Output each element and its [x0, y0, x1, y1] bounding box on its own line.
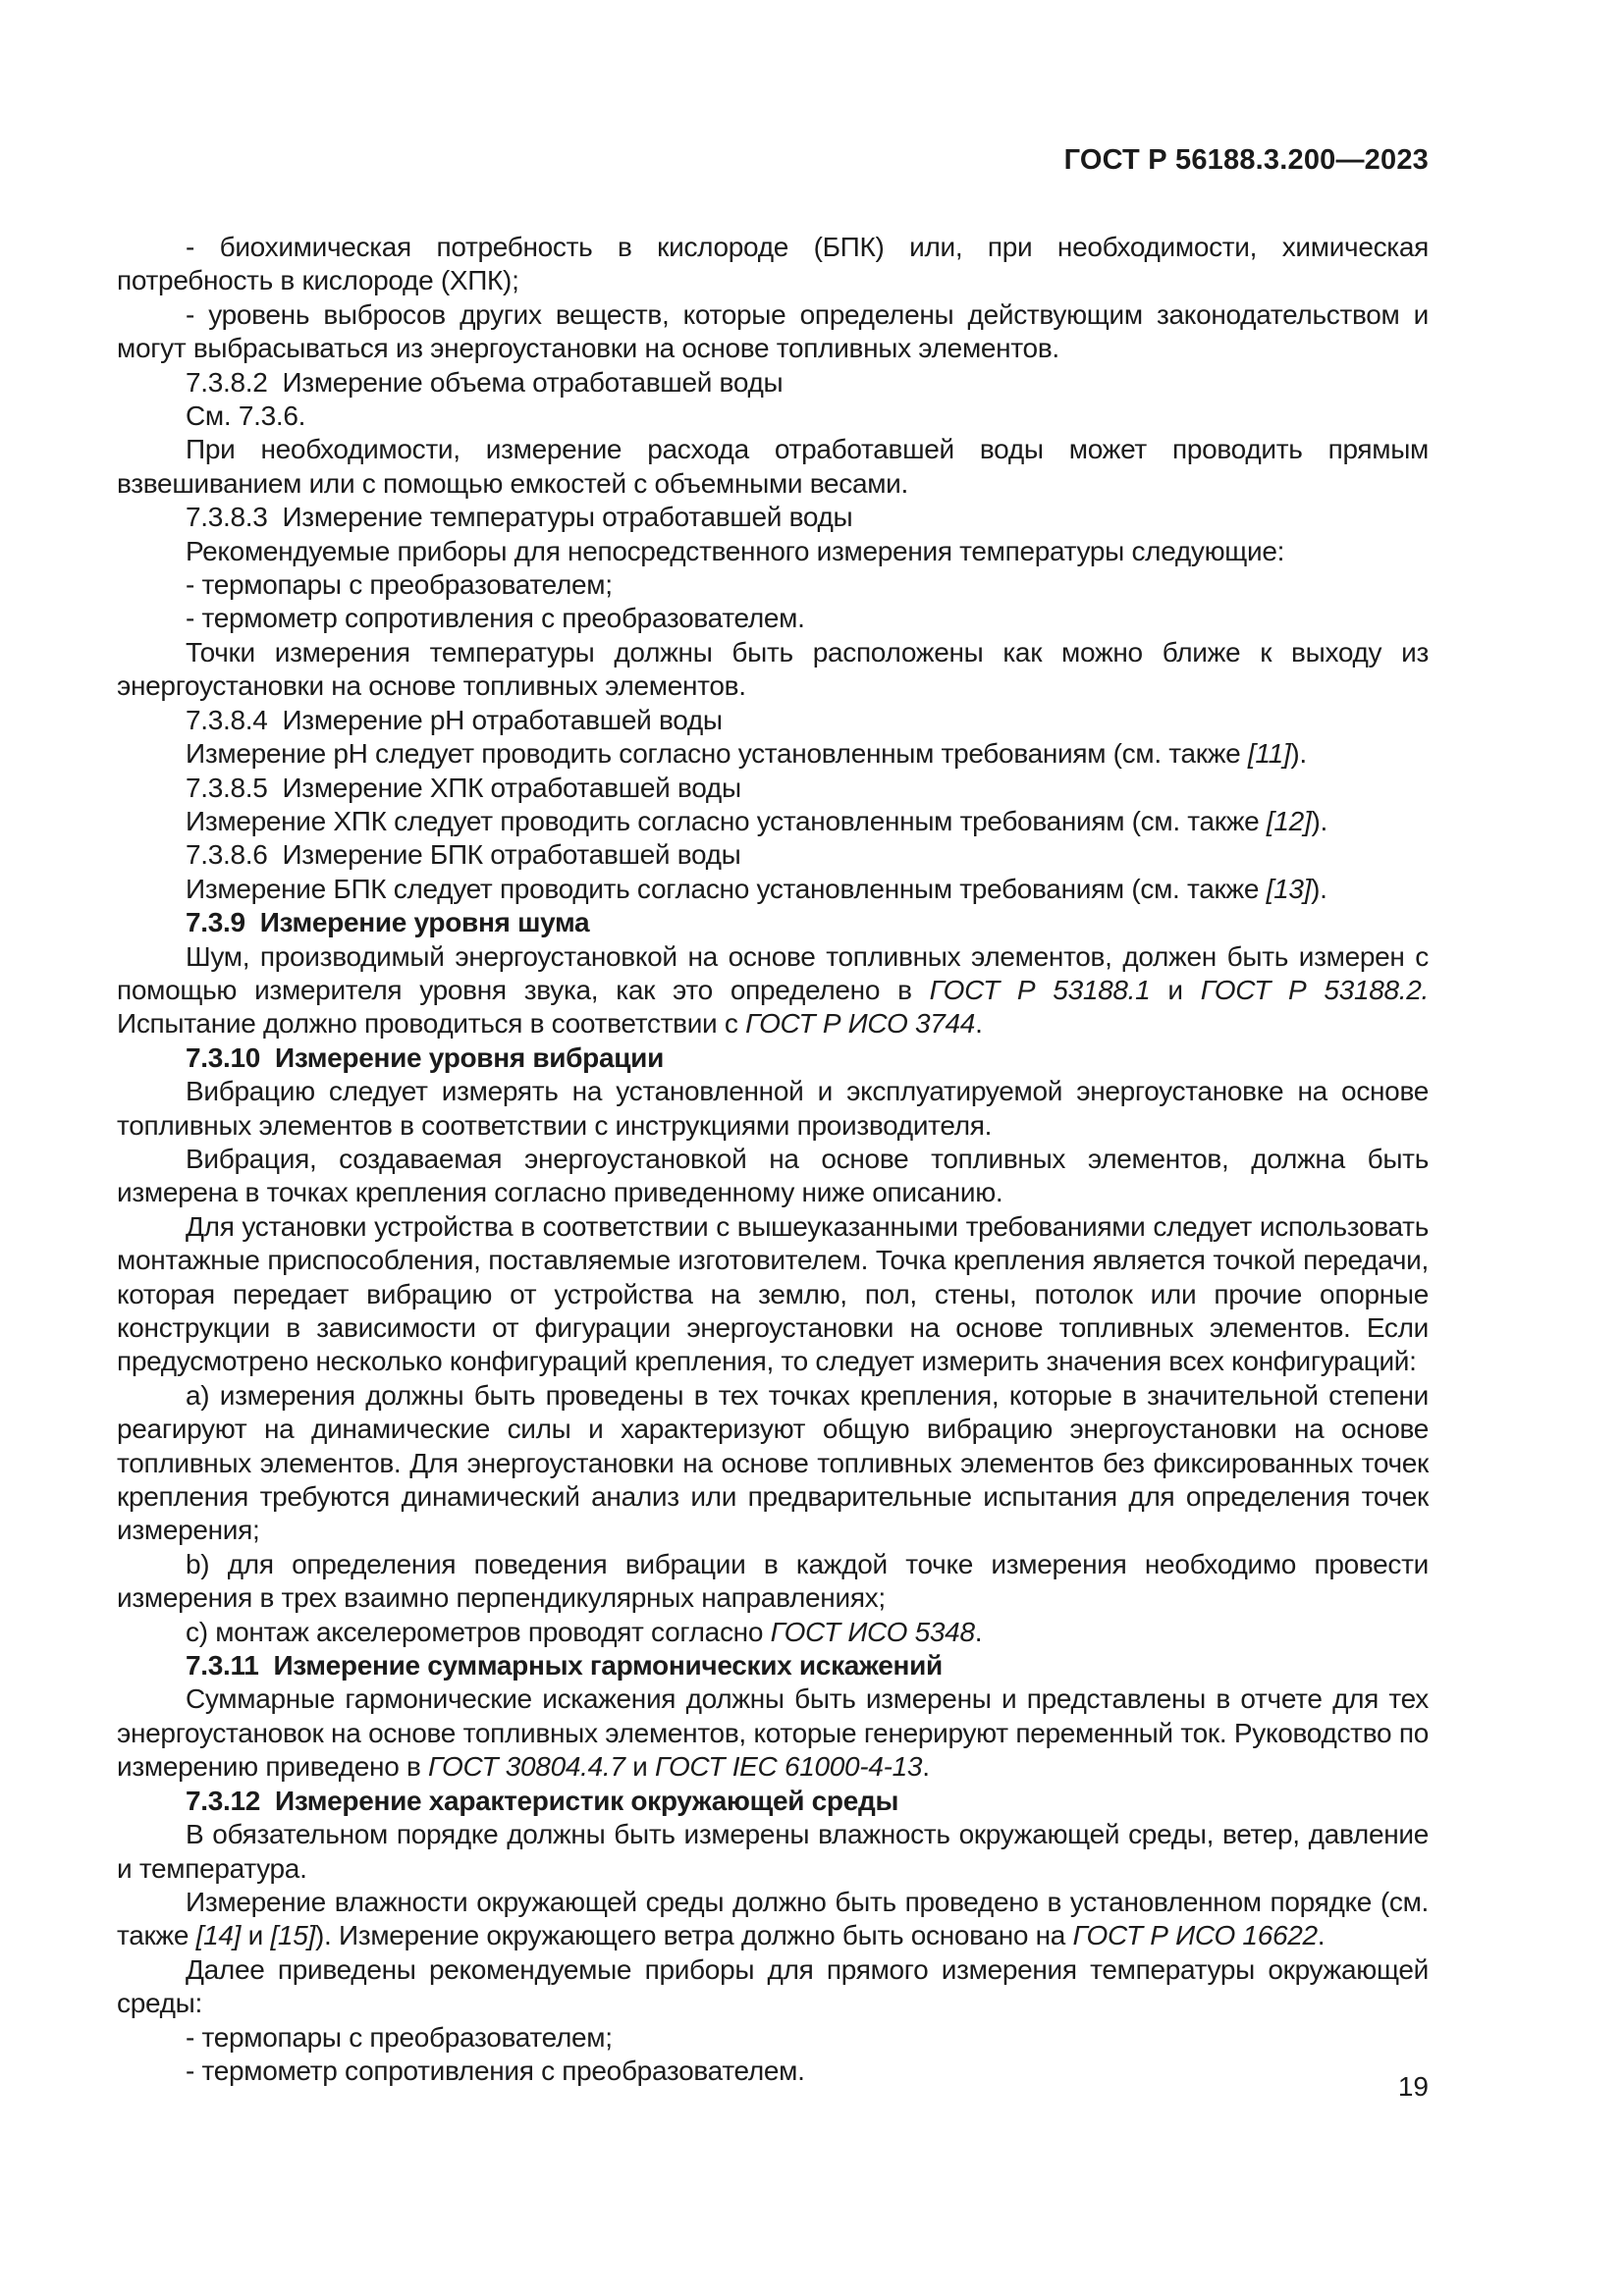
body-text: Суммарные гармонические искажения должны быть измерены и представлены в отчете для тех энергоустановок на основе топливных элементов, которые генерируют переменный ток. Руководство по измерению приведено в — [117, 1683, 1429, 1783]
reference-text: [14] — [195, 1920, 242, 1951]
body-text: - термометр сопротивления с преобразователем. — [186, 603, 805, 634]
reference-text: ГОСТ Р ИСО 16622 — [1072, 1920, 1318, 1951]
paragraph — [117, 231, 1429, 298]
reference-text: ГОСТ IEC 61000-4-13 — [654, 1751, 923, 1783]
reference-text: ГОСТ Р ИСО 3744 — [745, 1008, 976, 1040]
body-text: Измерение БПК следует проводить согласно установленным требованиям (см. также — [186, 873, 1267, 904]
body-text: Шум, производимый энергоустановкой на основе топливных элементов, должен быть измерен с помощью измерителя уровня звука, как это определено в — [117, 940, 1429, 1005]
body-text: Рекомендуемые приборы для непосредственного измерения температуры следующие: — [186, 535, 1285, 566]
body-text: . — [975, 1008, 983, 1040]
reference-text: ГОСТ ИСО 5348 — [770, 1616, 975, 1647]
reference-text: ГОСТ Р 53188.1 — [929, 974, 1151, 1005]
body-text: - термометр сопротивления с преобразователем. — [186, 2055, 805, 2086]
paragraph — [117, 1953, 1429, 2021]
paragraph — [117, 737, 1429, 771]
reference-text: ГОСТ Р 53188.2. — [1200, 974, 1429, 1005]
body-text: . — [1317, 1920, 1326, 1951]
body-text: 7.3.9 Измерение уровня шума — [186, 907, 590, 938]
paragraph — [117, 772, 1429, 805]
body-text: Далее приведены рекомендуемые приборы для прямого измерения температуры окружающей среды: — [117, 1953, 1429, 2019]
body-text: В обязательном порядке должны быть измерены влажность окружающей среды, ветер, давление и температура. — [117, 1819, 1429, 1884]
body-text: См. 7.3.6. — [186, 400, 306, 432]
body-text: Измерение ХПК следует проводить согласно установленным требованиям (см. также — [186, 805, 1267, 836]
paragraph — [117, 1379, 1429, 1548]
body-text: и — [241, 1920, 271, 1951]
body-text: ). — [1311, 873, 1327, 904]
body-text: 7.3.10 Измерение уровня вибрации — [186, 1041, 664, 1073]
paragraph — [117, 2055, 1429, 2088]
body-text: ). — [1290, 738, 1307, 770]
body-text: 7.3.8.3 Измерение температуры отработавшей воды — [186, 502, 853, 533]
paragraph — [117, 940, 1429, 1041]
paragraph — [117, 2021, 1429, 2055]
body-text: - биохимическая потребность в кислороде (БПК) или, при необходимости, химическая потребность в кислороде (ХПК); — [117, 232, 1429, 296]
body-text: Испытание должно проводиться в соответствии с — [117, 1008, 746, 1040]
paragraph — [117, 1886, 1429, 1953]
paragraph — [117, 873, 1429, 906]
paragraph — [117, 1548, 1429, 1616]
body-text: . — [922, 1751, 930, 1783]
body-text: При необходимости, измерение расхода отработавшей воды может проводить прямым взвешиванием или с помощью емкостей с объемными весами. — [117, 434, 1429, 499]
body-text: Вибрация, создаваемая энергоустановкой на основе топливных элементов, должна быть измерена в точках крепления согласно приведенному ниже описанию. — [117, 1143, 1429, 1208]
paragraph — [117, 400, 1429, 433]
paragraph — [117, 1818, 1429, 1886]
reference-text: [11] — [1247, 738, 1291, 770]
body-text: 7.3.8.4 Измерение pH отработавшей воды — [186, 704, 723, 735]
paragraph — [117, 1143, 1429, 1210]
body-text: ). — [1311, 805, 1327, 836]
body-text: и — [624, 1751, 655, 1783]
paragraph — [117, 366, 1429, 400]
body-text: Вибрацию следует измерять на установленной и эксплуатируемой энергоустановке на основе топливных элементов в соответствии с инструкциями производителя. — [117, 1076, 1429, 1141]
body-text: . — [974, 1616, 983, 1647]
page-number: 19 — [1397, 2071, 1429, 2102]
reference-text: [13] — [1266, 873, 1312, 904]
paragraph — [117, 602, 1429, 635]
reference-text: ГОСТ 30804.4.7 — [428, 1751, 625, 1783]
paragraph — [117, 1210, 1429, 1379]
body-text: Измерение влажности окружающей среды должно быть проведено в установленном порядке (см. также — [117, 1886, 1429, 1951]
body-text: a) измерения должны быть проведены в тех точках крепления, которые в значительной степени реагируют на динамические силы и характеризуют общую вибрацию энергоустановки на основе топливных элементов. Для энергоустановки на основе топливных элементов без фиксированных точек крепления требуются динамический анализ или предварительные испытания для определения точек измерения; — [117, 1379, 1429, 1546]
body-text: 7.3.8.6 Измерение БПК отработавшей воды — [186, 839, 741, 871]
body-text: 7.3.8.2 Измерение объема отработавшей воды — [186, 366, 784, 398]
paragraph — [117, 568, 1429, 602]
paragraph — [117, 1682, 1429, 1784]
paragraph — [117, 838, 1429, 872]
body-text: ). Измерение окружающего ветра должно быть основано на — [314, 1920, 1073, 1951]
running-header-doc-number: ГОСТ Р 56188.3.200—2023 — [1063, 144, 1429, 176]
content-blocks — [117, 231, 1429, 2088]
body-text: и — [1150, 974, 1201, 1005]
content-column — [117, 0, 1429, 2296]
paragraph — [117, 636, 1429, 704]
paragraph — [117, 501, 1429, 534]
paragraph — [117, 704, 1429, 737]
body-text: - термопары с преобразователем; — [186, 2021, 613, 2053]
body-text: 7.3.8.5 Измерение ХПК отработавшей воды — [186, 772, 741, 803]
paragraph — [117, 535, 1429, 568]
reference-text: [12] — [1266, 805, 1312, 836]
paragraph — [117, 298, 1429, 366]
paragraph — [117, 433, 1429, 501]
clause-heading — [117, 1649, 1429, 1682]
paragraph — [117, 805, 1429, 838]
paragraph — [117, 1616, 1429, 1649]
body-text: 7.3.11 Измерение суммарных гармонических искажений — [186, 1650, 943, 1682]
reference-text: [15] — [270, 1920, 315, 1951]
body-text: Для установки устройства в соответствии с вышеуказанными требованиями следует использовать монтажные приспособления, поставляемые изготовителем. Точка крепления является точкой передачи, которая передает вибрацию от устройства на землю, пол, стены, потолок или прочие опорные конструкции в зависимости от фигурации энергоустановки на основе топливных элементов. Если предусмотрено несколько конфигураций крепления, то следует измерить значения всех конфигураций: — [117, 1210, 1429, 1377]
body-text: - уровень выбросов других веществ, которые определены действующим законодательством и могут выбрасываться из энергоустановки на основе топливных элементов. — [117, 298, 1429, 364]
clause-heading — [117, 906, 1429, 939]
body-text: 7.3.12 Измерение характеристик окружающей среды — [186, 1785, 899, 1816]
clause-heading — [117, 1041, 1429, 1075]
body-text: - термопары с преобразователем; — [186, 569, 613, 601]
body-text: c) монтаж акселерометров проводят согласно — [186, 1616, 771, 1647]
body-text: Точки измерения температуры должны быть расположены как можно ближе к выходу из энергоустановки на основе топливных элементов. — [117, 636, 1429, 702]
body-text: b) для определения поведения вибрации в каждой точке измерения необходимо провести измерения в трех взаимно перпендикулярных направлениях; — [117, 1548, 1429, 1614]
paragraph — [117, 1075, 1429, 1143]
body-text: Измерение pH следует проводить согласно установленным требованиям (см. также — [186, 738, 1248, 770]
clause-heading — [117, 1785, 1429, 1818]
